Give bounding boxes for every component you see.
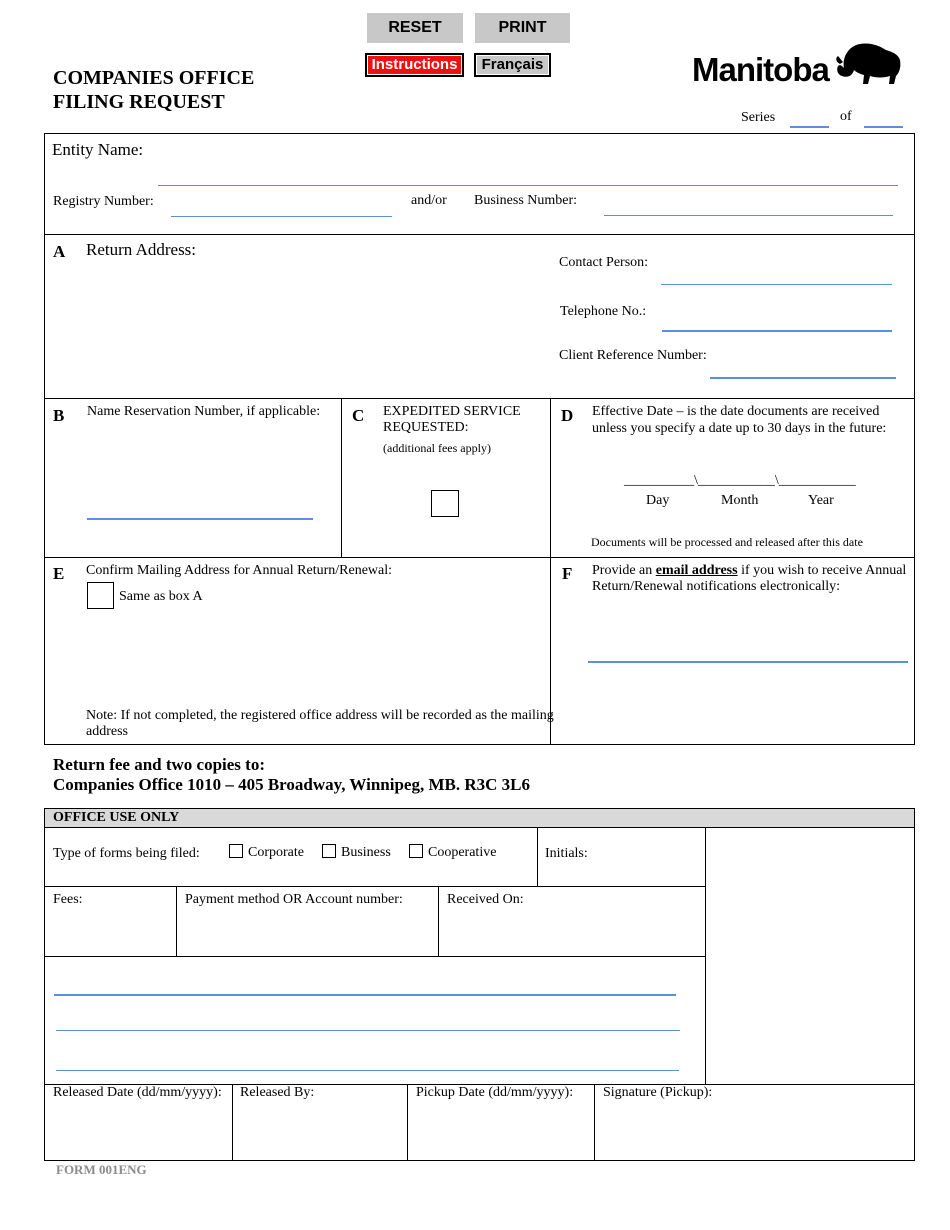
manitoba-logo-text: Manitoba — [692, 51, 829, 88]
form-id: FORM 001ENG — [56, 1162, 147, 1177]
office-note-line-1[interactable] — [54, 994, 676, 996]
divider — [44, 398, 915, 399]
section-c-letter: C — [352, 406, 365, 425]
section-d-letter: D — [561, 406, 574, 425]
title-line-1: COMPANIES OFFICE — [53, 67, 255, 89]
email-pre: Provide an — [592, 563, 656, 578]
andor-label: and/or — [411, 193, 447, 208]
office-note-line-2[interactable] — [56, 1030, 680, 1031]
cooperative-checkbox[interactable] — [409, 844, 423, 858]
email-field[interactable] — [588, 661, 908, 663]
business-label: Business — [341, 845, 391, 860]
email-emphasis: email address — [655, 563, 738, 578]
business-number-field[interactable] — [604, 215, 893, 216]
corporate-checkbox[interactable] — [229, 844, 243, 858]
divider — [407, 1084, 408, 1161]
released-by-label: Released By: — [240, 1085, 315, 1100]
series-number-field[interactable] — [790, 126, 829, 128]
payment-method-label: Payment method OR Account number: — [185, 892, 403, 907]
email-instruction-line-1 — [592, 563, 906, 579]
return-info — [53, 755, 530, 795]
expedited-line-2: REQUESTED: — [383, 420, 469, 435]
business-checkbox[interactable] — [322, 844, 336, 858]
divider — [176, 886, 177, 957]
corporate-label: Corporate — [248, 845, 304, 860]
contact-person-label: Contact Person: — [559, 255, 649, 270]
name-reservation-label: Name Reservation Number, if applicable: — [87, 404, 321, 419]
office-note-line-3[interactable] — [56, 1070, 679, 1071]
telephone-field[interactable] — [662, 330, 892, 332]
section-f-letter: F — [562, 564, 573, 583]
contact-person-field[interactable] — [661, 284, 892, 285]
section-a-letter: A — [53, 242, 66, 261]
instructions-button[interactable]: Instructions — [365, 53, 464, 77]
mailing-note-line-2: address — [86, 724, 128, 739]
same-as-a-label: Same as box A — [119, 589, 203, 604]
email-post: if you wish to receive Annual — [737, 563, 907, 578]
divider — [232, 1084, 233, 1161]
print-button[interactable]: PRINT — [475, 13, 570, 43]
forms-type-label: Type of forms being filed: — [53, 846, 200, 861]
telephone-label: Telephone No.: — [560, 304, 647, 319]
entity-name-label: Entity Name: — [52, 140, 144, 159]
divider — [550, 398, 551, 745]
office-use-header: OFFICE USE ONLY — [53, 810, 180, 825]
return-info-line-1: Return fee and two copies to: — [53, 755, 265, 774]
pickup-date-label: Pickup Date (dd/mm/yyyy): — [416, 1085, 574, 1100]
francais-button[interactable]: Français — [474, 53, 551, 77]
month-label: Month — [721, 493, 759, 508]
registry-number-label: Registry Number: — [53, 194, 154, 209]
released-date-label: Released Date (dd/mm/yyyy): — [53, 1085, 222, 1100]
client-reference-label: Client Reference Number: — [559, 348, 707, 363]
mailing-note-line-1: Note: If not completed, the registered office address will be recorded as the mailing — [86, 708, 554, 723]
registry-number-field[interactable] — [171, 216, 392, 217]
series-label: Series — [741, 110, 776, 125]
page-title — [53, 66, 254, 114]
entity-name-field[interactable] — [158, 185, 898, 186]
effective-date-line-2: unless you specify a date up to 30 days in the future: — [592, 421, 887, 436]
section-b-letter: B — [53, 406, 65, 425]
processing-note: Documents will be processed and released after this date — [591, 535, 863, 549]
return-address-field[interactable] — [86, 262, 526, 392]
divider — [594, 1084, 595, 1161]
divider — [44, 886, 705, 887]
return-address-label: Return Address: — [86, 240, 197, 259]
expedited-line-1: EXPEDITED SERVICE — [383, 404, 521, 419]
client-reference-field[interactable] — [710, 377, 896, 379]
divider — [44, 557, 915, 558]
effective-date-field[interactable]: __________\___________\___________ — [624, 473, 856, 488]
divider — [44, 234, 915, 235]
mailing-address-label: Confirm Mailing Address for Annual Return/Renewal: — [86, 563, 393, 578]
year-label: Year — [808, 493, 834, 508]
divider — [705, 828, 706, 1085]
divider — [438, 886, 439, 957]
effective-date-line-1: Effective Date – is the date documents are received — [592, 404, 880, 419]
fees-label: Fees: — [53, 892, 83, 907]
name-reservation-field[interactable] — [87, 518, 313, 520]
cooperative-label: Cooperative — [428, 845, 497, 860]
series-total-field[interactable] — [864, 126, 903, 128]
return-info-line-2: Companies Office 1010 – 405 Broadway, Winnipeg, MB. R3C 3L6 — [53, 775, 530, 794]
divider — [44, 956, 705, 957]
reset-button[interactable]: RESET — [367, 13, 463, 43]
same-as-a-checkbox[interactable] — [87, 582, 114, 609]
divider — [537, 828, 538, 887]
day-label: Day — [646, 493, 670, 508]
initials-label: Initials: — [545, 846, 588, 861]
divider — [341, 398, 342, 557]
signature-pickup-label: Signature (Pickup): — [603, 1085, 713, 1100]
received-on-label: Received On: — [447, 892, 524, 907]
expedited-fee-note: (additional fees apply) — [383, 441, 491, 455]
bison-icon — [834, 40, 902, 88]
section-e-letter: E — [53, 564, 65, 583]
mailing-address-field[interactable] — [86, 614, 541, 704]
title-line-2: FILING REQUEST — [53, 91, 225, 113]
of-label: of — [840, 109, 852, 124]
business-number-label: Business Number: — [474, 193, 578, 208]
email-instruction-line-2: Return/Renewal notifications electronically: — [592, 579, 841, 594]
expedited-service-checkbox[interactable] — [431, 490, 459, 517]
